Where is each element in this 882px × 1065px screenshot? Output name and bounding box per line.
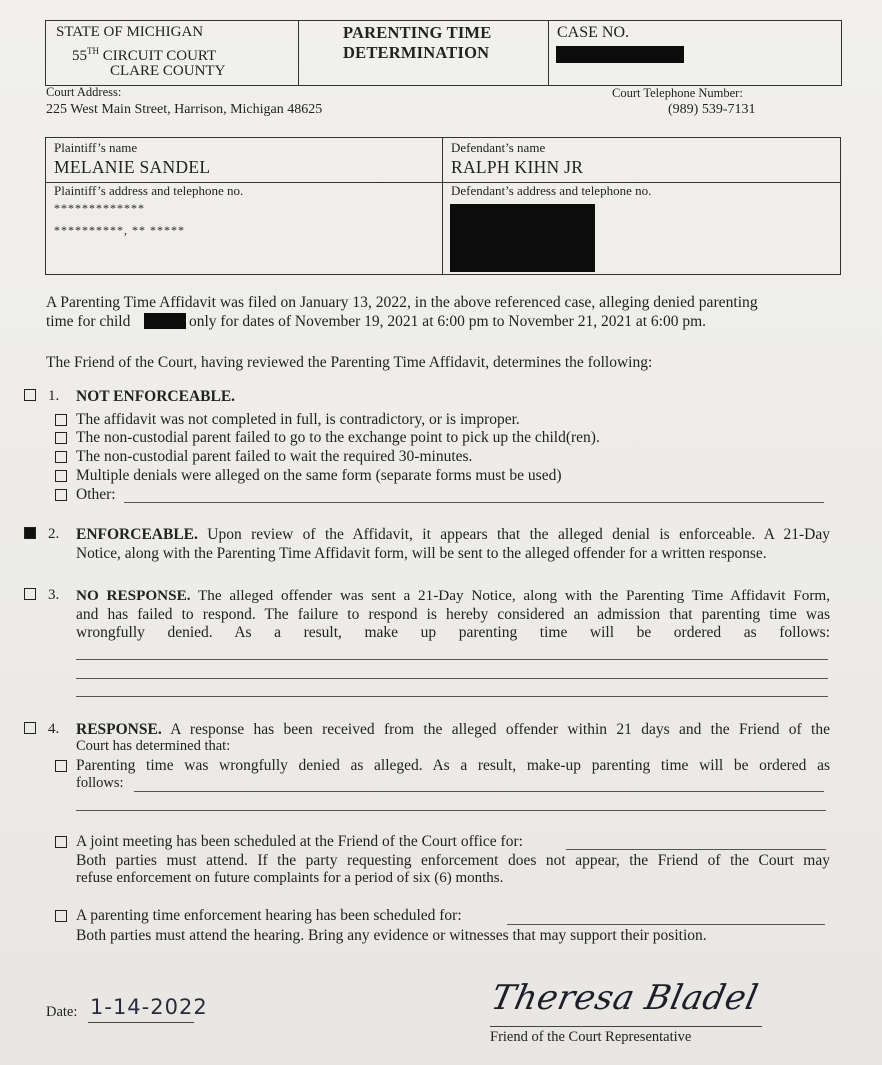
section1-option2-checkbox[interactable] (55, 432, 67, 444)
date-line (88, 1022, 194, 1023)
section4-line2: Court has determined that: (76, 738, 231, 754)
date-label: Date: (46, 1004, 78, 1020)
other-blank-line[interactable] (124, 502, 824, 503)
section4-option1-blank1[interactable] (134, 791, 824, 792)
section4-option3-checkbox[interactable] (55, 910, 67, 922)
section3-blank-line1[interactable] (76, 659, 828, 660)
section4-option1-blank2[interactable] (76, 810, 826, 811)
section3-number: 3. (48, 587, 60, 603)
signature-line (490, 1026, 762, 1027)
joint-meeting-date-blank[interactable] (566, 849, 826, 850)
redacted-child-name (144, 313, 186, 329)
court-phone-label: Court Telephone Number: (612, 86, 743, 100)
defendant-address-label: Defendant’s address and telephone no. (451, 183, 652, 198)
form-title-line2: DETERMINATION (343, 43, 490, 62)
signature: Theresa Bladel (487, 978, 762, 1018)
section4-option2-line3: refuse enforcement on future complaints for a period of six (6) months. (76, 870, 504, 886)
section4-line1: RESPONSE. A response has been received from the alleged offender within 21 days and the Friend of the (76, 721, 830, 738)
section1-option2: The non-custodial parent failed to go to the exchange point to pick up the child(ren). (76, 429, 600, 446)
section2-number: 2. (48, 526, 60, 542)
section4-option1-line2: follows: (76, 775, 124, 791)
parties-box (45, 137, 841, 275)
section2-line1: ENFORCEABLE. Upon review of the Affidavit, it appears that the alleged denial is enforceable. A 21-Day (76, 526, 831, 543)
plaintiff-address-line2: **********, ** ***** (54, 223, 185, 237)
section4-option2-checkbox[interactable] (55, 836, 67, 848)
section4-option1-checkbox[interactable] (55, 760, 67, 772)
intro-line1: A Parenting Time Affidavit was filed on January 13, 2022, in the above referenced case, alleging denied parenting (46, 294, 758, 311)
section1-option1: The affidavit was not completed in full, is contradictory, or is improper. (76, 411, 520, 428)
section4-option1-line1: Parenting time was wrongfully denied as alleged. As a result, make-up parenting time will be ordered as (76, 757, 830, 774)
section4-option2-line1: A joint meeting has been scheduled at the Friend of the Court office for: (76, 833, 523, 850)
intro-line2-end: only for dates of November 19, 2021 at 6:00 pm to November 21, 2021 at 6:00 pm. (189, 313, 707, 330)
section4-option2-line2: Both parties must attend. If the party requesting enforcement does not appear, the Friend of the Court may (76, 852, 830, 869)
defendant-name: RALPH KIHN JR (451, 157, 584, 177)
intro-line3: The Friend of the Court, having reviewed the Parenting Time Affidavit, determines the following: (46, 354, 653, 371)
plaintiff-address-line1: ************* (54, 201, 145, 215)
section4-number: 4. (48, 721, 60, 737)
section1-option1-checkbox[interactable] (55, 414, 67, 426)
section1-option5-checkbox[interactable] (55, 489, 67, 501)
plaintiff-name-label: Plaintiff’s name (54, 140, 138, 155)
court-state: STATE OF MICHIGAN (56, 24, 204, 40)
section3-checkbox[interactable] (24, 588, 36, 600)
section1-option4: Multiple denials were alleged on the same form (separate forms must be used) (76, 467, 562, 484)
section3-blank-line3[interactable] (76, 696, 828, 697)
section1-checkbox[interactable] (24, 389, 36, 401)
section1-title: NOT ENFORCEABLE. (76, 388, 236, 405)
plaintiff-address-label: Plaintiff’s address and telephone no. (54, 183, 244, 198)
court-county: CLARE COUNTY (110, 63, 226, 79)
section1-option5: Other: (76, 486, 116, 503)
redacted-defendant-address (450, 204, 595, 272)
section1-number: 1. (48, 388, 60, 404)
court-address: 225 West Main Street, Harrison, Michigan 48625 (46, 102, 323, 117)
signer-label: Friend of the Court Representative (490, 1029, 692, 1045)
date-value-handwritten: 1-14-2022 (90, 995, 208, 1019)
hearing-date-blank[interactable] (507, 924, 825, 925)
court-circuit: 55TH CIRCUIT COURT (72, 46, 217, 64)
plaintiff-name: MELANIE SANDEL (54, 157, 211, 177)
section4-option3-line1: A parenting time enforcement hearing has been scheduled for: (76, 907, 462, 924)
form-title-line1: PARENTING TIME (343, 23, 492, 42)
section1-option3-checkbox[interactable] (55, 451, 67, 463)
section3-line1: NO RESPONSE. The alleged offender was sent a 21-Day Notice, along with the Parenting Time Affidavit Form, (76, 587, 830, 604)
case-number-label: CASE NO. (557, 24, 630, 41)
header-box (45, 20, 842, 86)
section3-line3: wrongfully denied. As a result, make up parenting time will be ordered as follows: (76, 624, 830, 641)
court-address-label: Court Address: (46, 85, 122, 99)
redacted-case-number (556, 46, 684, 63)
section4-option3-line2: Both parties must attend the hearing. Bring any evidence or witnesses that may support their position. (76, 927, 707, 944)
section4-checkbox[interactable] (24, 722, 36, 734)
court-phone: (989) 539-7131 (668, 102, 756, 117)
case-number-cell (548, 21, 841, 85)
section3-blank-line2[interactable] (76, 678, 828, 679)
section2-line2: Notice, along with the Parenting Time Affidavit form, will be sent to the alleged offender for a written response. (76, 545, 767, 562)
section1-option4-checkbox[interactable] (55, 470, 67, 482)
intro-line2-start: time for child (46, 313, 131, 330)
section1-option3: The non-custodial parent failed to wait the required 30-minutes. (76, 448, 473, 465)
section2-checkbox-checked[interactable] (24, 527, 36, 539)
defendant-name-label: Defendant’s name (451, 140, 546, 155)
court-name-cell (46, 21, 299, 85)
title-cell (298, 21, 549, 85)
section3-line2: and has failed to respond. The failure to respond is hereby considered an admission that parenting time was (76, 606, 830, 623)
